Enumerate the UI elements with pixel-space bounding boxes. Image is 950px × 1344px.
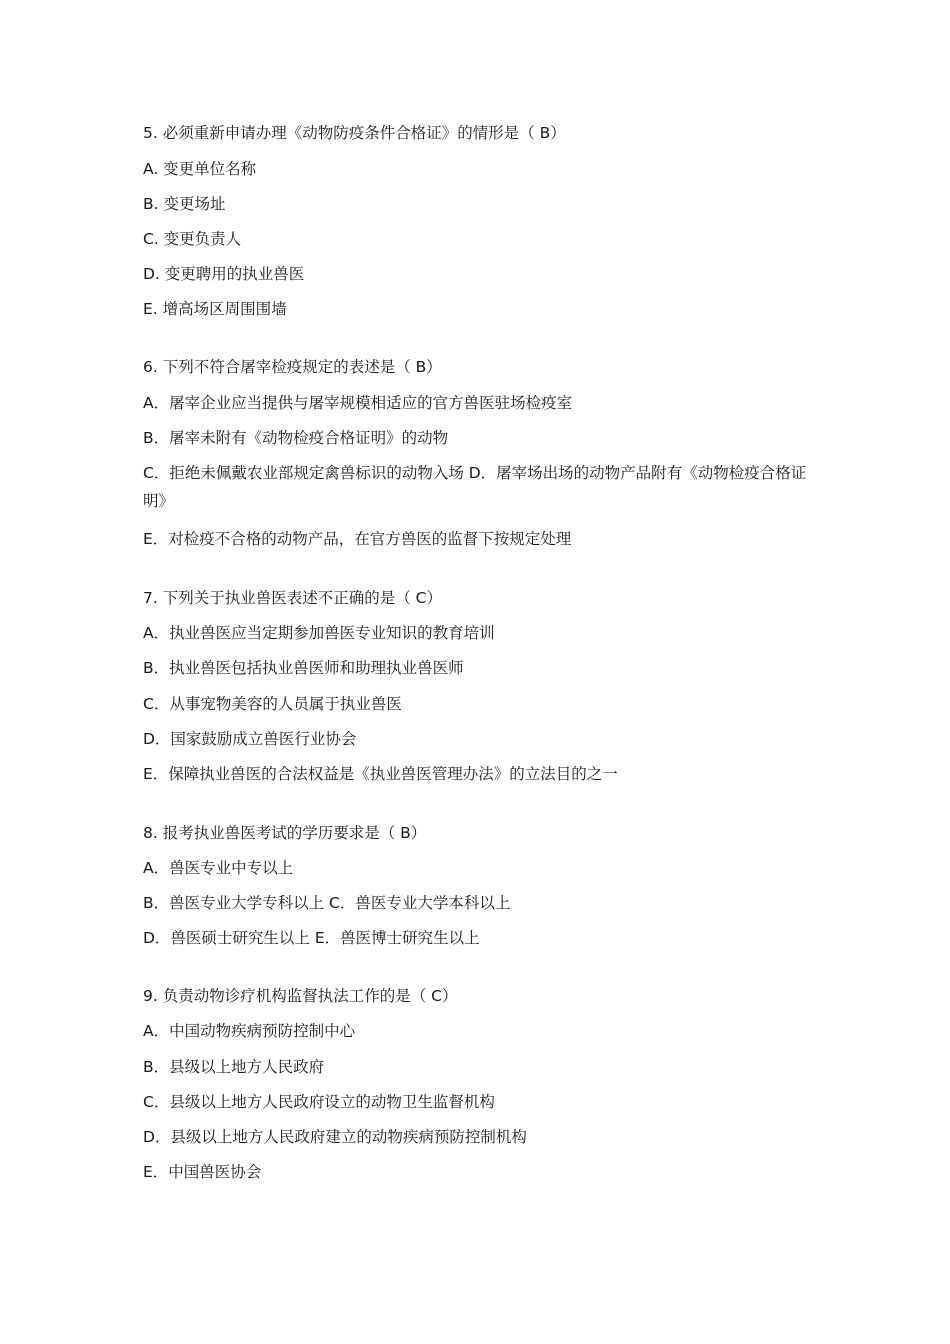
question-5-option-b: B. 变更场址 — [143, 195, 226, 213]
question-5-option-d: D. 变更聘用的执业兽医 — [143, 265, 305, 283]
question-8-option-d-e: D．兽医硕士研究生以上 E．兽医博士研究生以上 — [143, 929, 480, 947]
question-6-option-b: B．屠宰未附有《动物检疫合格证明》的动物 — [143, 429, 449, 447]
question-9-option-e: E．中国兽医协会 — [143, 1163, 262, 1181]
question-9-option-a: A．中国动物疾病预防控制中心 — [143, 1022, 356, 1040]
question-7-option-e: E．保障执业兽医的合法权益是《执业兽医管理办法》的立法目的之一 — [143, 765, 618, 783]
question-7-stem: 7. 下列关于执业兽医表述不正确的是（ C） — [143, 589, 442, 607]
question-8-stem: 8. 报考执业兽医考试的学历要求是（ B） — [143, 824, 427, 842]
question-9-stem: 9. 负责动物诊疗机构监督执法工作的是（ C） — [143, 987, 458, 1005]
question-6-option-e: E．对检疫不合格的动物产品，在官方兽医的监督下按规定处理 — [143, 530, 572, 548]
question-5-option-a: A. 变更单位名称 — [143, 160, 257, 178]
question-7-option-a: A．执业兽医应当定期参加兽医专业知识的教育培训 — [143, 624, 495, 642]
question-5-stem: 5. 必须重新申请办理《动物防疫条件合格证》的情形是（ B） — [143, 124, 566, 142]
question-8-option-a: A．兽医专业中专以上 — [143, 859, 294, 877]
question-7-option-d: D．国家鼓励成立兽医行业协会 — [143, 730, 357, 748]
question-5-option-c: C. 变更负责人 — [143, 230, 242, 248]
question-6-option-a: A．屠宰企业应当提供与屠宰规模相适应的官方兽医驻场检疫室 — [143, 394, 573, 412]
question-6-stem: 6. 下列不符合屠宰检疫规定的表述是（ B） — [143, 358, 442, 376]
question-7-option-b: B．执业兽医包括执业兽医师和助理执业兽医师 — [143, 659, 464, 677]
question-9-option-b: B．县级以上地方人民政府 — [143, 1058, 325, 1076]
question-9-option-c: C．县级以上地方人民政府设立的动物卫生监督机构 — [143, 1093, 495, 1111]
question-6-option-c-d: C．拒绝未佩戴农业部规定禽兽标识的动物入场 D．屠宰场出场的动物产品附有《动物检疫合格证明》 — [143, 464, 807, 510]
question-7-option-c: C．从事宠物美容的人员属于执业兽医 — [143, 695, 402, 713]
question-5-option-e: E. 增高场区周围围墙 — [143, 300, 287, 318]
question-9-option-d: D．县级以上地方人民政府建立的动物疾病预防控制机构 — [143, 1128, 527, 1146]
question-8-option-b-c: B．兽医专业大学专科以上 C．兽医专业大学本科以上 — [143, 894, 511, 912]
